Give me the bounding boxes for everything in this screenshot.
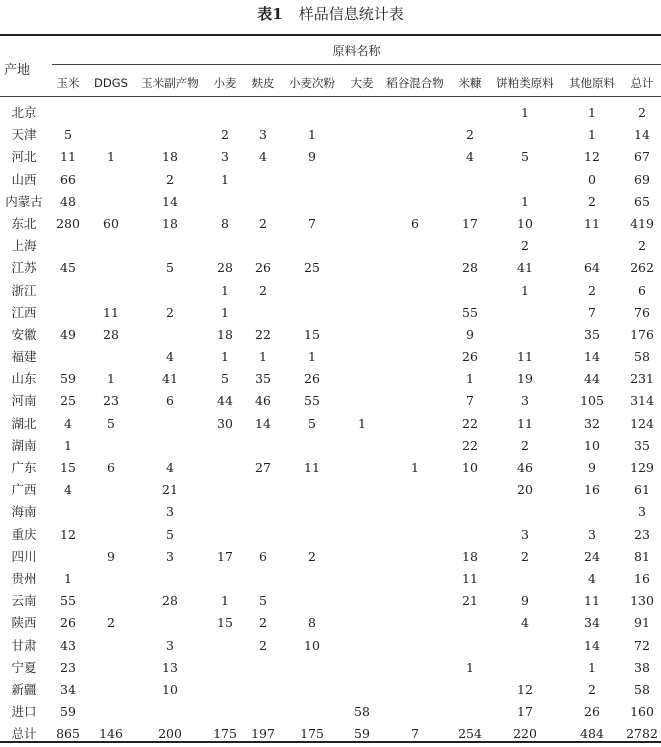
value-cell: 5: [308, 415, 316, 431]
value-cell: 1: [588, 105, 596, 120]
value-cell: 3: [521, 393, 529, 409]
region-cell: 云南: [11, 593, 37, 609]
value-cell: 55: [462, 304, 478, 320]
value-cell: 18: [162, 149, 178, 165]
value-cell: 25: [304, 260, 320, 276]
value-cell: 23: [60, 659, 76, 675]
column-header: 饼粕类原料: [496, 76, 554, 90]
column-headers: [0, 72, 661, 94]
value-cell: 1: [221, 349, 229, 365]
table-row: [0, 524, 661, 546]
table-row: [0, 501, 661, 523]
value-cell: 59: [354, 726, 370, 742]
value-cell: 11: [103, 304, 119, 320]
value-cell: 314: [630, 393, 654, 409]
region-cell: 内蒙古: [5, 193, 43, 209]
value-cell: 1: [308, 127, 316, 143]
value-cell: 231: [630, 371, 654, 387]
value-cell: 2: [588, 681, 596, 697]
table-row: [0, 302, 661, 324]
value-cell: 4: [521, 615, 529, 631]
value-cell: 46: [255, 393, 271, 409]
table-body: [0, 102, 661, 745]
value-cell: 2782: [626, 726, 658, 742]
region-cell: 浙江: [11, 282, 37, 298]
value-cell: 18: [162, 215, 178, 231]
value-cell: 14: [584, 349, 600, 365]
value-cell: 4: [64, 482, 72, 498]
value-cell: 6: [638, 282, 646, 298]
value-cell: 35: [584, 326, 600, 342]
value-cell: 2: [259, 637, 267, 653]
value-cell: 176: [630, 326, 654, 342]
value-cell: 26: [304, 371, 320, 387]
value-cell: 2: [466, 127, 474, 143]
region-cell: 宁夏: [11, 659, 37, 675]
value-cell: 22: [255, 326, 271, 342]
value-cell: 76: [634, 304, 650, 320]
value-cell: 175: [300, 726, 324, 742]
column-header: 米糠: [458, 76, 482, 90]
value-cell: 11: [304, 460, 320, 475]
value-cell: 17: [462, 215, 478, 231]
value-cell: 23: [634, 526, 650, 542]
region-cell: 重庆: [11, 526, 37, 542]
value-cell: 28: [162, 593, 178, 609]
value-cell: 220: [513, 726, 537, 742]
value-cell: 3: [221, 149, 229, 165]
region-cell: 上海: [11, 238, 37, 254]
value-cell: 7: [308, 215, 316, 231]
value-cell: 44: [584, 371, 600, 387]
table-row: [0, 546, 661, 568]
value-cell: 5: [107, 415, 115, 431]
value-cell: 105: [580, 393, 604, 409]
value-cell: 6: [166, 393, 174, 409]
value-cell: 4: [588, 570, 596, 586]
table-row: [0, 235, 661, 257]
value-cell: 4: [64, 415, 72, 431]
region-cell: 湖南: [11, 437, 37, 453]
value-cell: 1: [221, 304, 229, 320]
table-row: [0, 612, 661, 634]
value-cell: 12: [60, 526, 76, 542]
value-cell: 58: [634, 681, 650, 697]
value-cell: 6: [259, 548, 267, 564]
value-cell: 2: [588, 282, 596, 298]
value-cell: 1: [107, 371, 115, 387]
value-cell: 175: [213, 726, 237, 742]
value-cell: 64: [584, 260, 600, 276]
value-cell: 9: [588, 460, 596, 475]
value-cell: 28: [217, 260, 233, 276]
region-cell: 四川: [11, 548, 37, 564]
region-cell: 福建: [11, 349, 37, 365]
column-header: 稻谷混合物: [386, 76, 444, 90]
value-cell: 23: [103, 393, 119, 409]
table-row: [0, 457, 661, 479]
value-cell: 4: [466, 149, 474, 165]
value-cell: 59: [60, 704, 76, 720]
value-cell: 5: [166, 260, 174, 276]
value-cell: 17: [217, 548, 233, 564]
value-cell: 45: [60, 260, 76, 276]
value-cell: 129: [630, 460, 654, 475]
value-cell: 10: [462, 460, 478, 475]
value-cell: 3: [166, 637, 174, 653]
region-cell: 新疆: [11, 681, 37, 697]
value-cell: 146: [99, 726, 123, 742]
value-cell: 5: [64, 127, 72, 143]
region-cell: 河北: [11, 149, 37, 165]
value-cell: 9: [521, 593, 529, 609]
value-cell: 35: [634, 437, 650, 453]
table-row: [0, 346, 661, 368]
value-cell: 9: [107, 548, 115, 564]
column-header: 其他原料: [569, 76, 615, 90]
table-row: [0, 169, 661, 191]
table-row: [0, 590, 661, 612]
table-row: [0, 368, 661, 390]
value-cell: 12: [517, 681, 533, 697]
table-title: 样品信息统计表: [298, 5, 404, 23]
value-cell: 262: [630, 260, 654, 276]
value-cell: 21: [162, 482, 178, 498]
header-rule: [0, 96, 661, 97]
value-cell: 15: [304, 326, 320, 342]
value-cell: 1: [259, 349, 267, 365]
value-cell: 2: [221, 127, 229, 143]
table-row: [0, 146, 661, 168]
value-cell: 7: [588, 304, 596, 320]
value-cell: 865: [56, 726, 80, 742]
value-cell: 160: [630, 704, 654, 720]
value-cell: 55: [304, 393, 320, 409]
value-cell: 200: [158, 726, 182, 742]
region-cell: 广西: [11, 482, 37, 498]
value-cell: 2: [521, 548, 529, 564]
region-cell: 湖北: [11, 415, 37, 431]
table-row: [0, 435, 661, 457]
value-cell: 1: [221, 593, 229, 609]
value-cell: 7: [466, 393, 474, 409]
value-cell: 124: [630, 415, 654, 431]
value-cell: 9: [308, 149, 316, 165]
value-cell: 26: [255, 260, 271, 276]
value-cell: 9: [466, 326, 474, 342]
value-cell: 21: [462, 593, 478, 609]
value-cell: 2: [259, 615, 267, 631]
value-cell: 4: [166, 460, 174, 475]
region-cell: 安徽: [11, 326, 37, 342]
value-cell: 59: [60, 371, 76, 387]
value-cell: 484: [580, 726, 604, 742]
value-cell: 5: [521, 149, 529, 165]
value-cell: 3: [166, 504, 174, 520]
value-cell: 18: [462, 548, 478, 564]
value-cell: 30: [217, 415, 233, 431]
region-cell: 贵州: [11, 570, 37, 586]
column-header: 总计: [630, 76, 654, 90]
value-cell: 34: [60, 681, 76, 697]
value-cell: 10: [162, 681, 178, 697]
value-cell: 2: [166, 304, 174, 320]
value-cell: 20: [517, 482, 533, 498]
value-cell: 11: [584, 215, 600, 231]
table-caption: [0, 4, 661, 24]
value-cell: 11: [584, 593, 600, 609]
value-cell: 26: [462, 349, 478, 365]
value-cell: 1: [521, 282, 529, 298]
value-cell: 10: [584, 437, 600, 453]
value-cell: 8: [221, 215, 229, 231]
column-header: 麸皮: [251, 76, 275, 90]
value-cell: 48: [60, 193, 76, 209]
region-cell: 进口: [11, 704, 37, 720]
value-cell: 14: [162, 193, 178, 209]
value-cell: 2: [638, 238, 646, 254]
value-cell: 1: [588, 127, 596, 143]
value-cell: 41: [162, 371, 178, 387]
table-row: [0, 124, 661, 146]
column-header: 小麦次粉: [289, 76, 335, 90]
table-row: [0, 102, 661, 124]
value-cell: 11: [517, 415, 533, 431]
value-cell: 81: [634, 548, 650, 564]
region-cell: 江西: [11, 304, 37, 320]
value-cell: 3: [588, 526, 596, 542]
region-cell: 江苏: [11, 260, 37, 276]
value-cell: 4: [166, 349, 174, 365]
region-cell: 山东: [11, 371, 37, 387]
region-cell: 甘肃: [11, 637, 37, 653]
column-header: 玉米副产物: [141, 76, 199, 90]
region-cell: 天津: [11, 127, 37, 143]
value-cell: 1: [466, 371, 474, 387]
table-row: [0, 324, 661, 346]
value-cell: 1: [64, 437, 72, 453]
value-cell: 1: [64, 570, 72, 586]
value-cell: 3: [166, 548, 174, 564]
value-cell: 69: [634, 171, 650, 187]
value-cell: 254: [458, 726, 482, 742]
value-cell: 34: [584, 615, 600, 631]
table-row: [0, 679, 661, 701]
value-cell: 55: [60, 593, 76, 609]
value-cell: 130: [630, 593, 654, 609]
table-row: [0, 390, 661, 412]
value-cell: 3: [638, 504, 646, 520]
value-cell: 1: [521, 193, 529, 209]
value-cell: 66: [60, 171, 76, 187]
value-cell: 72: [634, 637, 650, 653]
value-cell: 1: [308, 349, 316, 365]
value-cell: 32: [584, 415, 600, 431]
value-cell: 14: [255, 415, 271, 431]
column-header: 小麦: [213, 76, 237, 90]
bottom-rule: [0, 741, 661, 743]
value-cell: 1: [588, 659, 596, 675]
value-cell: 2: [107, 615, 115, 631]
value-cell: 44: [217, 393, 233, 409]
table-row: [0, 280, 661, 302]
value-cell: 15: [217, 615, 233, 631]
value-cell: 14: [634, 127, 650, 143]
value-cell: 22: [462, 437, 478, 453]
value-cell: 17: [517, 704, 533, 720]
value-cell: 2: [166, 171, 174, 187]
table-row: [0, 213, 661, 235]
column-header: DDGS: [94, 76, 128, 90]
table-number: 表1: [257, 5, 283, 23]
value-cell: 2: [588, 193, 596, 209]
value-cell: 5: [221, 371, 229, 387]
value-cell: 2: [521, 437, 529, 453]
origin-header: 产地: [4, 63, 31, 78]
value-cell: 1: [358, 415, 366, 431]
table-row: [0, 257, 661, 279]
value-cell: 25: [60, 393, 76, 409]
table-row: [0, 191, 661, 213]
region-cell: 河南: [11, 393, 37, 409]
value-cell: 60: [103, 215, 119, 231]
value-cell: 419: [630, 215, 654, 231]
value-cell: 1: [521, 105, 529, 120]
value-cell: 7: [411, 726, 419, 742]
value-cell: 1: [411, 460, 419, 475]
value-cell: 10: [517, 215, 533, 231]
value-cell: 5: [166, 526, 174, 542]
value-cell: 2: [521, 238, 529, 254]
value-cell: 18: [217, 326, 233, 342]
value-cell: 5: [259, 593, 267, 609]
region-cell: 海南: [11, 504, 37, 520]
value-cell: 10: [304, 637, 320, 653]
value-cell: 197: [251, 726, 275, 742]
value-cell: 1: [221, 282, 229, 298]
value-cell: 65: [634, 193, 650, 209]
value-cell: 14: [584, 637, 600, 653]
group-header: 原料名称: [332, 44, 381, 58]
value-cell: 28: [103, 326, 119, 342]
value-cell: 41: [517, 260, 533, 276]
region-cell: 北京: [11, 105, 37, 120]
value-cell: 15: [60, 460, 76, 475]
value-cell: 3: [259, 127, 267, 143]
table-row: [0, 413, 661, 435]
region-cell: 东北: [11, 215, 37, 231]
value-cell: 11: [517, 349, 533, 365]
value-cell: 16: [634, 570, 650, 586]
value-cell: 19: [517, 371, 533, 387]
value-cell: 2: [638, 105, 646, 120]
value-cell: 58: [634, 349, 650, 365]
value-cell: 27: [255, 460, 271, 475]
value-cell: 28: [462, 260, 478, 276]
value-cell: 11: [60, 149, 76, 165]
value-cell: 43: [60, 637, 76, 653]
region-cell: 陕西: [11, 615, 37, 631]
value-cell: 1: [107, 149, 115, 165]
region-cell: 广东: [11, 460, 37, 475]
value-cell: 67: [634, 149, 650, 165]
value-cell: 91: [634, 615, 650, 631]
region-cell: 山西: [11, 171, 37, 187]
value-cell: 26: [60, 615, 76, 631]
value-cell: 26: [584, 704, 600, 720]
value-cell: 58: [354, 704, 370, 720]
value-cell: 2: [308, 548, 316, 564]
region-cell: 总计: [11, 726, 37, 742]
value-cell: 24: [584, 548, 600, 564]
value-cell: 1: [466, 659, 474, 675]
value-cell: 22: [462, 415, 478, 431]
value-cell: 0: [588, 171, 596, 187]
value-cell: 49: [60, 326, 76, 342]
value-cell: 8: [308, 615, 316, 631]
value-cell: 61: [634, 482, 650, 498]
value-cell: 1: [221, 171, 229, 187]
value-cell: 280: [56, 215, 80, 231]
value-cell: 38: [634, 659, 650, 675]
value-cell: 3: [521, 526, 529, 542]
value-cell: 4: [259, 149, 267, 165]
group-rule: [52, 64, 661, 65]
value-cell: 13: [162, 659, 178, 675]
top-rule: [0, 34, 661, 36]
table-row: [0, 479, 661, 501]
value-cell: 46: [517, 460, 533, 475]
table-row: [0, 635, 661, 657]
value-cell: 2: [259, 282, 267, 298]
value-cell: 12: [584, 149, 600, 165]
table-row: [0, 568, 661, 590]
table-row: [0, 701, 661, 723]
value-cell: 6: [107, 460, 115, 475]
value-cell: 11: [462, 570, 478, 586]
column-header: 玉米: [56, 76, 80, 90]
value-cell: 16: [584, 482, 600, 498]
table-row: [0, 657, 661, 679]
column-header: 大麦: [350, 76, 374, 90]
value-cell: 2: [259, 215, 267, 231]
value-cell: 35: [255, 371, 271, 387]
value-cell: 6: [411, 215, 419, 231]
